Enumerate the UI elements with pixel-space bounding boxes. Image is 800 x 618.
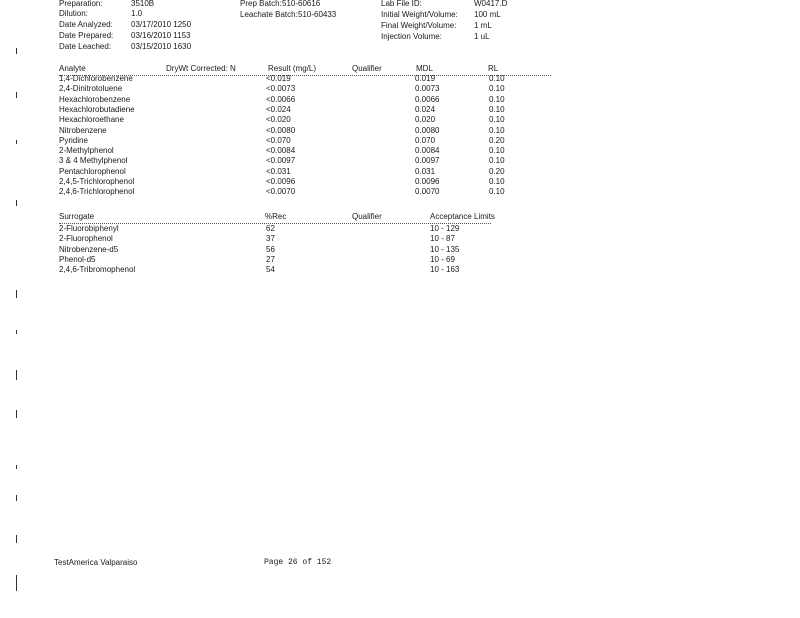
table-row [0,95,800,105]
surrogate-name: Phenol-d5 [59,254,96,264]
margin-mark [16,410,17,418]
margin-mark [16,535,17,543]
analyte-mdl: 0.020 [415,115,436,125]
analyte-rl: 0.10 [489,177,505,186]
header-label: Preparation: [59,0,103,8]
col-header-result: Result (mg/L) [268,64,317,73]
surrogate-name: 2,4,6-Tribromophenol [59,265,136,275]
header-value: 03/16/2010 1153 [131,31,191,40]
analyte-mdl: 0.0096 [415,177,440,186]
table-row [0,187,800,197]
header-value: 100 mL [474,10,501,19]
analyte-name: 2,4-Dinitrotoluene [59,84,123,94]
margin-mark [16,370,17,380]
margin-mark [16,48,17,54]
table-row [0,167,800,177]
header-value: 03/15/2010 1630 [131,42,192,51]
analyte-rl: 0.10 [489,84,505,94]
surrogate-percent-rec: 27 [266,254,275,264]
analyte-name: 3 & 4 Methylphenol [59,156,128,166]
surrogate-percent-rec: 56 [266,244,275,254]
table-row [0,245,800,255]
col-header-acceptance-limits: Acceptance Limits [430,212,495,221]
analyte-rl: 0.10 [489,74,505,83]
analyte-result: <0.070 [266,135,291,145]
analyte-result: <0.0097 [266,156,296,166]
analyte-rl: 0.10 [489,115,505,125]
table-row [0,224,800,234]
header-label: Initial Weight/Volume: [381,10,458,19]
surrogate-percent-rec: 37 [266,234,275,244]
table-row [0,115,800,125]
header-value: 1 mL [474,21,492,30]
surrogate-acceptance-limits: 10 - 87 [430,234,455,244]
header-label: Date Analyzed: [59,20,113,29]
table-row [0,265,800,275]
header-label: Leachate Batch: [240,10,298,19]
header-value: 3510B [131,0,155,8]
header-label: Lab File ID: [381,0,422,8]
col-header-surrogate-qualifier: Qualifier [352,212,382,221]
analyte-name: Hexachlorobutadiene [59,104,135,114]
margin-mark [16,290,17,298]
analyte-mdl: 0.0070 [415,187,440,197]
analyte-rl: 0.10 [489,146,505,156]
analyte-name: 2-Methylphenol [59,146,114,156]
analyte-rl: 0.20 [489,135,505,145]
header-label: Date Prepared: [59,31,114,40]
header-label: Dilution: [59,9,88,18]
analyte-name: 2,4,5-Trichlorophenol [59,177,135,186]
analyte-result: <0.0080 [266,125,296,135]
analyte-rl: 0.10 [489,156,505,166]
header-label: Final Weight/Volume: [381,21,457,30]
table-row [0,74,800,84]
col-header-surrogate: Surrogate [59,212,95,221]
table-row [0,146,800,156]
margin-mark [16,330,17,334]
analyte-rl: 0.20 [489,166,505,176]
table-row [0,234,800,244]
table-row [0,156,800,166]
margin-mark [16,465,17,469]
header-value: W0417.D [474,0,508,8]
margin-mark [16,200,17,206]
col-header-rl: RL [488,64,499,73]
analyte-result: <0.0066 [266,94,296,104]
analyte-result: <0.031 [266,166,291,176]
analyte-rl: 0.10 [489,125,505,135]
col-header-analyte: Analyte [59,64,86,73]
surrogate-name: Nitrobenzene-d5 [59,244,119,254]
analyte-rl: 0.10 [489,187,505,197]
analyte-mdl: 0.0073 [415,84,440,94]
surrogate-name: 2-Fluorophenol [59,234,113,244]
analyte-name: Nitrobenzene [59,125,107,135]
header-value: 1 uL [474,32,490,41]
analyte-mdl: 0.019 [415,74,436,83]
footer-lab-name: TestAmerica Valparaiso [54,558,138,567]
header-value: 510-60433 [298,10,337,19]
footer-page-number: Page 26 of 152 [264,558,332,567]
margin-mark [16,140,17,144]
analyte-result: <0.0084 [266,146,296,156]
surrogate-percent-rec: 62 [266,224,275,233]
margin-mark [16,92,17,98]
analyte-name: Pentachlorophenol [59,166,126,176]
table-row [0,136,800,146]
analyte-mdl: 0.0097 [415,156,440,166]
analyte-result: <0.0073 [266,84,296,94]
header-label: Date Leached: [59,42,112,51]
surrogate-percent-rec: 54 [266,265,275,275]
analyte-mdl: 0.024 [415,104,436,114]
analyte-rl: 0.10 [489,104,505,114]
col-header-mdl: MDL [416,64,433,73]
header-value: 510-60616 [282,0,321,8]
surrogate-acceptance-limits: 10 - 69 [430,254,455,264]
analyte-name: Hexachlorobenzene [59,94,131,104]
analyte-result: <0.0070 [266,187,296,197]
analyte-mdl: 0.0080 [415,125,440,135]
table-row [0,255,800,265]
analyte-name: Hexachloroethane [59,115,124,125]
surrogate-acceptance-limits: 10 - 135 [430,244,460,254]
surrogate-acceptance-limits: 10 - 129 [430,224,460,233]
analyte-result: <0.0096 [266,177,296,186]
analyte-name: 2,4,6-Trichlorophenol [59,187,135,197]
analyte-mdl: 0.0066 [415,94,440,104]
analyte-mdl: 0.0084 [415,146,440,156]
surrogate-acceptance-limits: 10 - 163 [430,265,460,275]
analyte-rl: 0.10 [489,94,505,104]
table-row [0,177,800,187]
surrogate-name: 2-Fluorobiphenyl [59,224,119,233]
table-row [0,126,800,136]
analyte-result: <0.020 [266,115,291,125]
analyte-result: <0.024 [266,104,291,114]
col-header-percent-rec: %Rec [265,212,287,221]
col-header-qualifier: Qualifier [352,64,382,73]
table-row [0,105,800,115]
analyte-name: Pyridine [59,135,88,145]
header-label: Prep Batch: [240,0,282,8]
analyte-mdl: 0.031 [415,166,436,176]
analyte-mdl: 0.070 [415,135,436,145]
table-row [0,84,800,94]
header-value: 1.0 [131,9,143,18]
header-value: 03/17/2010 1250 [131,20,192,29]
col-header-drywt-corrected: DryWt Corrected: N [166,64,236,73]
margin-mark [16,495,17,501]
header-label: Injection Volume: [381,32,442,41]
analyte-name: 1,4-Dichlorobenzene [59,74,133,83]
margin-mark [16,575,17,591]
analyte-result: <0.019 [266,74,291,83]
